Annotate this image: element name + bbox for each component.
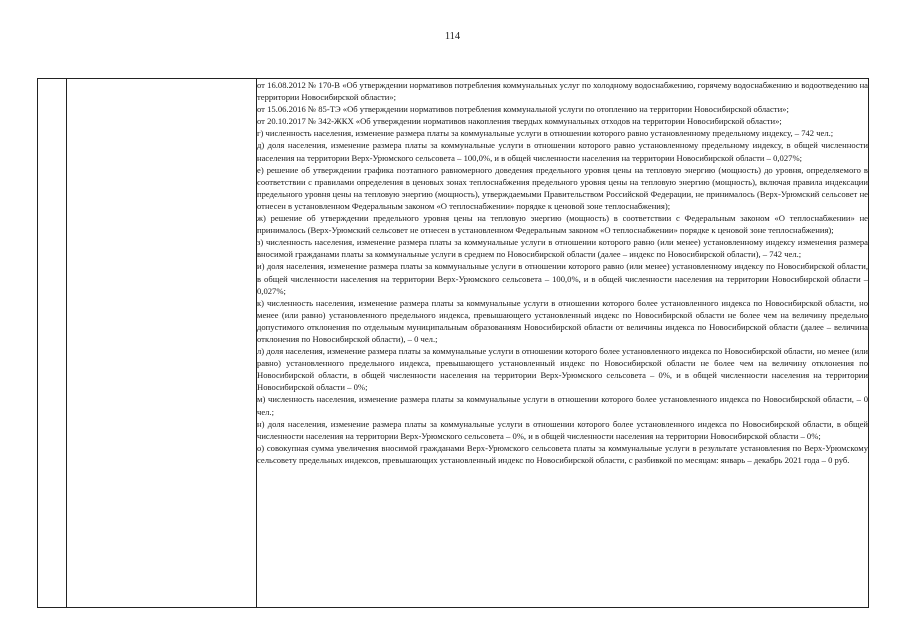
paragraph: от 15.06.2016 № 85-ТЭ «Об утверждении нормативов потребления коммунальной услуги по отоплению на территории Новосибирской области»; (257, 104, 789, 115)
paragraph: е) решение об утверждении графика поэтапного равномерного доведения предельного уровня цены на тепловую энергию (мощность) до уровня, определяемого в соответствии с правилами определения в ценовых зонах теплоснабжения предельного уровня цены на тепловую энергию (мощность), включая правила индексации предельного уровня цены на тепловую энергию (мощность), утверждаемыми Правительством Российской Федерации, не принималось (Верх-Урюмский сельсовет не отнесен в установленном Федеральным законом «О теплоснабжении» порядке к ценовой зоне теплоснабжения); (257, 164, 868, 211)
table-row (38, 79, 869, 608)
paragraph: г) численность населения, изменение размера платы за коммунальные услуги в отношении которого равно установленному предельному индексу, – 742 чел.; (257, 128, 834, 139)
table-cell-number (38, 79, 67, 608)
paragraph: д) доля населения, изменение размера платы за коммунальные услуги в отношении которого равно установленному предельному индексу, в общей численности населения на территории Верх-Урюмского сельсовета – 100,0%, и в общей численности населения на территории Новосибирской области – 0,027%; (257, 140, 868, 163)
paragraph: л) доля населения, изменение размера платы за коммунальные услуги в отношении которого более установленного индекса по Новосибирской области, но менее (или равно) установленного предельного индекса, превышающего установленный индекс по Новосибирской области не более чем на величину отклонения по Новосибирской области, в общей численности населения на территории Верх-Урюмского сельсовета – 0%, и в общей численности населения на территории Новосибирской области – 0%; (257, 346, 868, 393)
table-cell-title (67, 79, 257, 608)
paragraph: к) численность населения, изменение размера платы за коммунальные услуги в отношении которого более установленного индекса по Новосибирской области, но менее (или равно) установленного предельного индекса, превышающего установленный индекс по Новосибирской области не более чем на величину предельно допустимого отклонения по отдельным муниципальным образованиям Новосибирской области от величины индекса по Новосибирской области (далее – величина отклонения по Новосибирской области), – 0 чел.; (257, 297, 868, 344)
paragraph: о) совокупная сумма увеличения вносимой гражданами Верх-Урюмского сельсовета платы за коммунальные услуги в результате установления по Верх-Урюмскому сельсовету предельных индексов, превышающих установленный индекс по Новосибирской области, с разбивкой по месяцам: январь – декабрь 2021 года – 0 руб. (257, 442, 868, 465)
paragraph: от 20.10.2017 № 342-ЖКХ «Об утверждении нормативов накопления твердых коммунальных отходов на территории Новосибирской области»; (257, 116, 782, 127)
paragraph: от 16.08.2012 № 170-В «Об утверждении нормативов потребления коммунальных услуг по холодному водоснабжению, горячему водоснабжению и водоотведению на территории Новосибирской области»; (257, 80, 868, 103)
paragraph: з) численность населения, изменение размера платы за коммунальные услуги в отношении которого равно (или менее) установленному индексу изменения размера вносимой гражданами платы за коммунальные услуги в среднем по Новосибирской области (далее – индекс по Новосибирской области), – 742 чел.; (257, 237, 868, 260)
paragraph: м) численность населения, изменение размера платы за коммунальные услуги в отношении которого более установленного индекса по Новосибирской области, – 0 чел.; (257, 394, 868, 417)
paragraph: и) доля населения, изменение размера платы за коммунальные услуги в отношении которого равно (или менее) установленному индексу по Новосибирской области, в общей численности населения на территории Верх-Урюмского сельсовета – 100,0%, и в общей численности населения на территории Новосибирской области – 0,027%; (257, 261, 868, 296)
table-cell-content (257, 79, 869, 608)
paragraph: ж) решение об утверждении предельного уровня цены на тепловую энергию (мощность) в соответствии с Федеральным законом «О теплоснабжении» не принималось (Верх-Урюмский сельсовет не отнесен в установленном Федеральным законом «О теплоснабжении» порядке к ценовой зоне теплоснабжения); (257, 213, 868, 236)
document-table (37, 78, 869, 608)
paragraph: н) доля населения, изменение размера платы за коммунальные услуги в отношении которого более установленного индекса по Новосибирской области, в общей численности населения на территории Верх-Урюмского сельсовета – 0%, и в общей численности населения на территории Новосибирской области – 0%; (257, 418, 868, 441)
page-number: 114 (444, 31, 461, 42)
